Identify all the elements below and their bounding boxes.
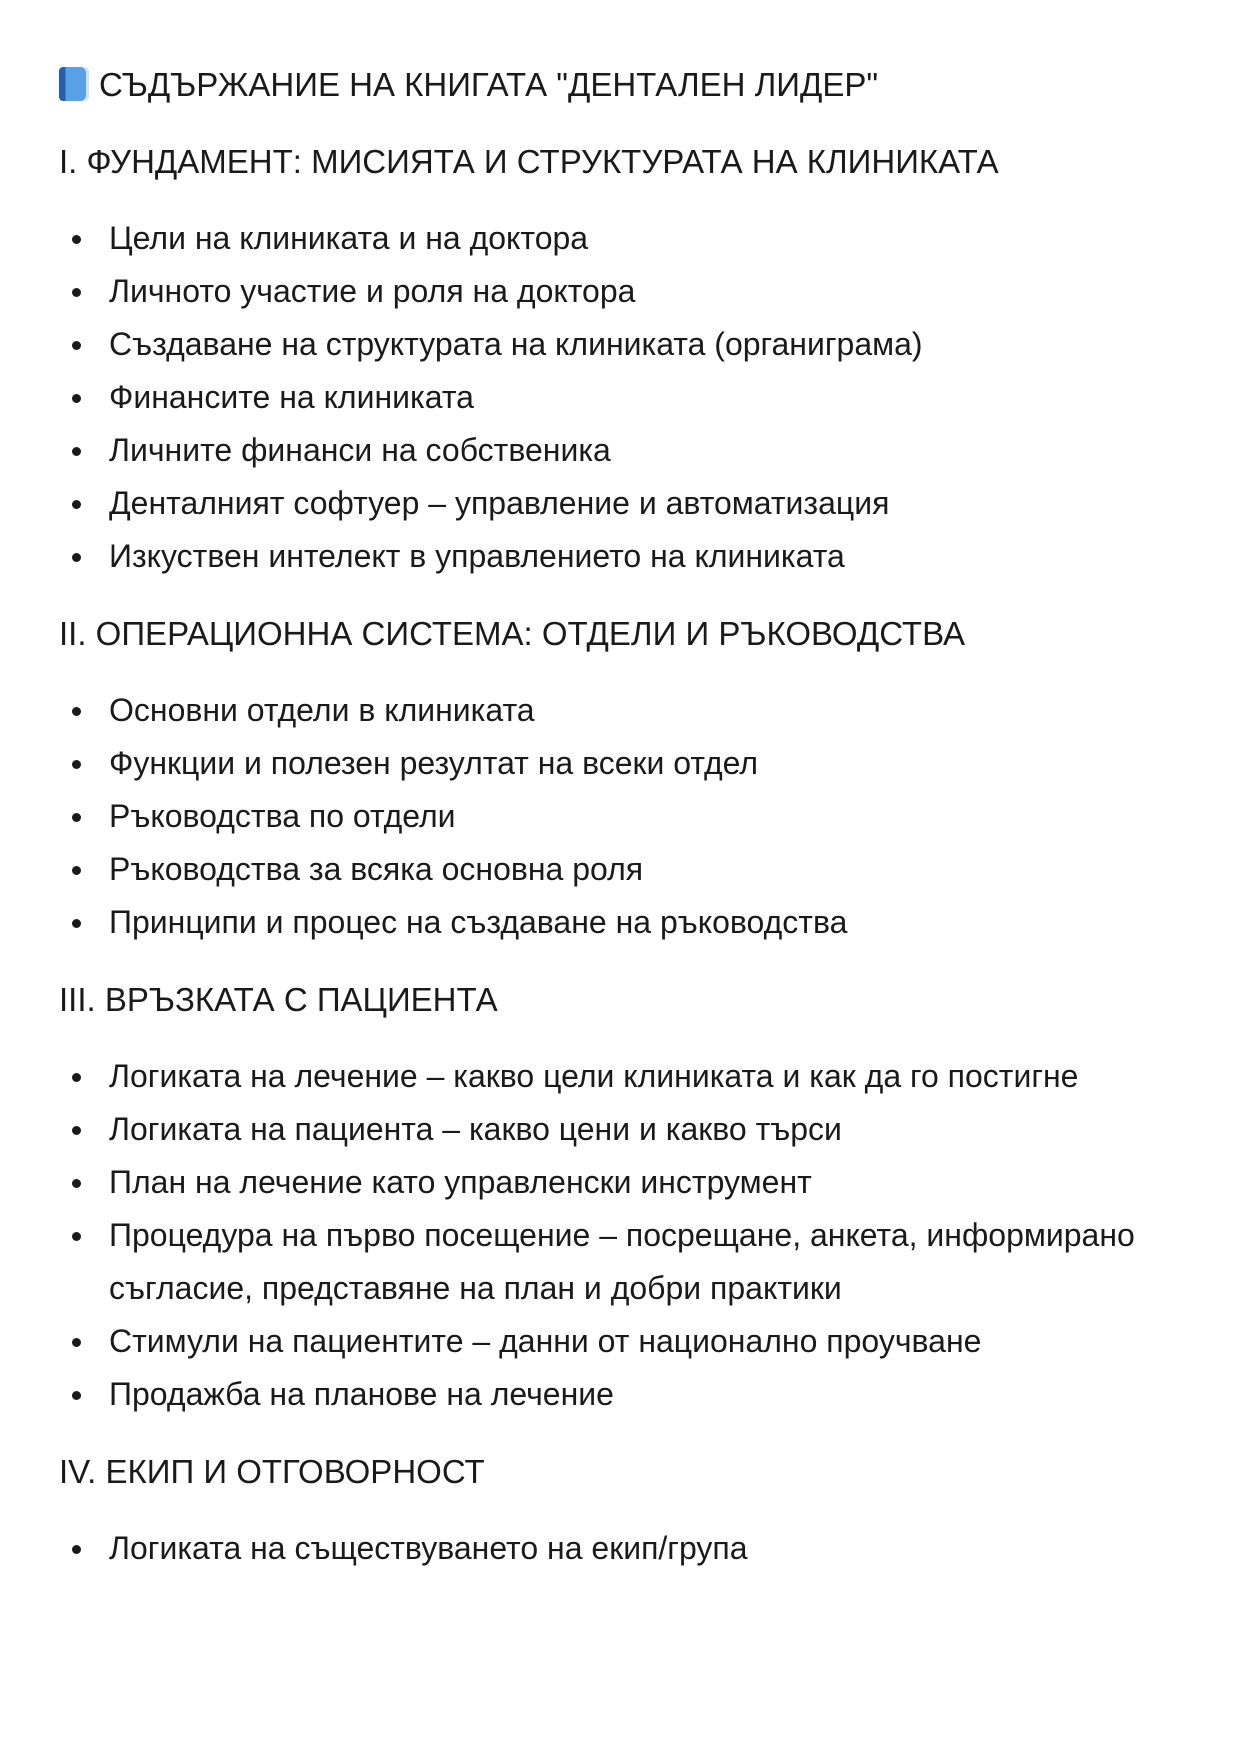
list-item: Личното участие и роля на доктора [59, 265, 1139, 318]
book-icon [59, 67, 89, 101]
section-heading: IV. ЕКИП И ОТГОВОРНОСТ [59, 1453, 485, 1490]
list-item: Изкуствен интелект в управлението на клиниката [59, 530, 1139, 583]
section-heading: III. ВРЪЗКАТА С ПАЦИЕНТА [59, 981, 498, 1018]
list-item: Логиката на пациента – какво цени и какво търси [59, 1103, 1139, 1156]
list-item: Логиката на съществуването на екип/група [59, 1522, 1139, 1575]
section-list [59, 212, 1139, 583]
list-item: Денталният софтуер – управление и автоматизация [59, 477, 1139, 530]
section-heading: I. ФУНДАМЕНТ: МИСИЯТА И СТРУКТУРАТА НА КЛИНИКАТА [59, 143, 999, 180]
list-item: Личните финанси на собственика [59, 424, 1139, 477]
title-text: СЪДЪРЖАНИЕ НА КНИГАТА "ДЕНТАЛЕН ЛИДЕР" [99, 66, 879, 103]
list-item: Функции и полезен резултат на всеки отдел [59, 737, 1139, 790]
list-item: Процедура на първо посещение – посрещане, анкета, информирано съгласие, представяне на план и добри практики [59, 1209, 1139, 1315]
list-item: Създаване на структурата на клиниката (органиграма) [59, 318, 1139, 371]
list-item: Основни отдели в клиниката [59, 684, 1139, 737]
list-item: Продажба на планове на лечение [59, 1368, 1139, 1421]
list-item: Принципи и процес на създаване на ръководства [59, 896, 1139, 949]
list-item: Ръководства по отдели [59, 790, 1139, 843]
section-list [59, 1522, 1139, 1575]
document-title [59, 58, 1139, 111]
sections [59, 135, 1139, 1575]
section-list [59, 684, 1139, 949]
list-item: Цели на клиниката и на доктора [59, 212, 1139, 265]
list-item: План на лечение като управленски инструмент [59, 1156, 1139, 1209]
list-item: Логиката на лечение – какво цели клиниката и как да го постигне [59, 1050, 1139, 1103]
list-item: Финансите на клиниката [59, 371, 1139, 424]
list-item: Ръководства за всяка основна роля [59, 843, 1139, 896]
section-list [59, 1050, 1139, 1421]
section-heading: II. ОПЕРАЦИОННА СИСТЕМА: ОТДЕЛИ И РЪКОВОДСТВА [59, 615, 966, 652]
list-item: Стимули на пациентите – данни от национално проучване [59, 1315, 1139, 1368]
